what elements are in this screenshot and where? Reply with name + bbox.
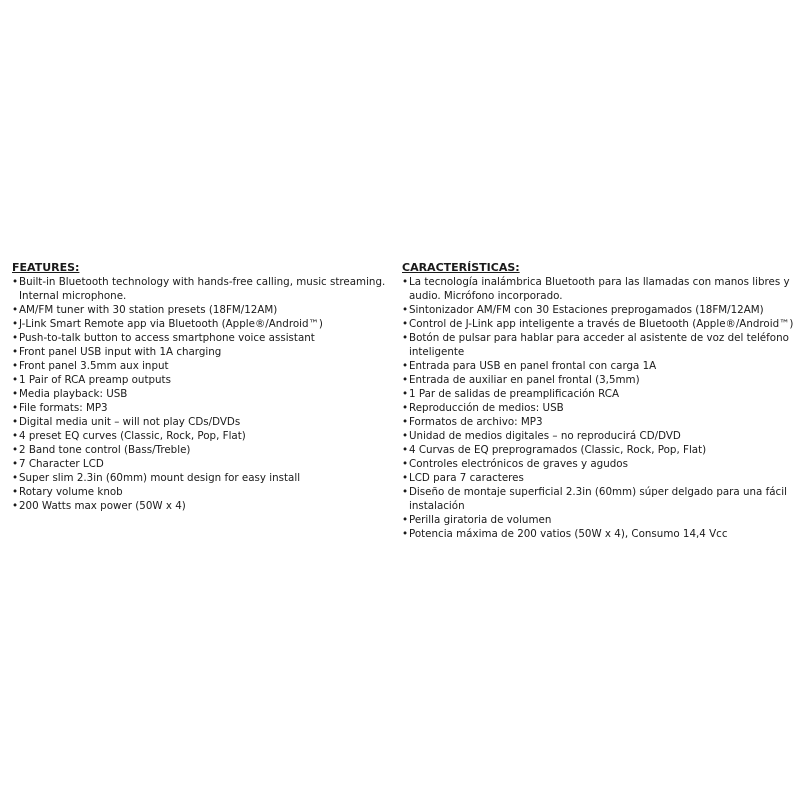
caracteristica-item: • Control de J-Link app inteligente a través de Bluetooth (Apple®/Android™)	[402, 317, 794, 331]
feature-item: • 200 Watts max power (50W x 4)	[12, 499, 390, 513]
caracteristica-item: • LCD para 7 caracteres	[402, 471, 794, 485]
caracteristica-item: • Diseño de montaje superficial 2.3in (60mm) súper delgado para una fácil instalación	[402, 485, 794, 513]
caracteristica-item: • La tecnología inalámbrica Bluetooth para las llamadas con manos libres y audio. Micrófono incorporado.	[402, 275, 794, 303]
caracteristica-item: • Controles electrónicos de graves y agudos	[402, 457, 794, 471]
caracteristica-item: • Botón de pulsar para hablar para acceder al asistente de voz del teléfono inteligente	[402, 331, 794, 359]
caracteristica-item: • Potencia máxima de 200 vatios (50W x 4), Consumo 14,4 Vcc	[402, 527, 794, 541]
feature-item: • 4 preset EQ curves (Classic, Rock, Pop, Flat)	[12, 429, 390, 443]
feature-item: • Digital media unit – will not play CDs/DVDs	[12, 415, 390, 429]
feature-item: • Rotary volume knob	[12, 485, 390, 499]
caracteristica-item: • 1 Par de salidas de preamplificación RCA	[402, 387, 794, 401]
feature-item: • Push-to-talk button to access smartphone voice assistant	[12, 331, 390, 345]
features-list	[12, 275, 390, 513]
caracteristicas-heading: CARACTERÍSTICAS:	[402, 261, 520, 274]
feature-item: • 2 Band tone control (Bass/Treble)	[12, 443, 390, 457]
feature-item: • Front panel USB input with 1A charging	[12, 345, 390, 359]
feature-item: • J-Link Smart Remote app via Bluetooth (Apple®/Android™)	[12, 317, 390, 331]
features-column-english	[12, 261, 390, 513]
feature-item: • AM/FM tuner with 30 station presets (18FM/12AM)	[12, 303, 390, 317]
caracteristica-item: • Formatos de archivo: MP3	[402, 415, 794, 429]
feature-item: • File formats: MP3	[12, 401, 390, 415]
feature-item: • Built-in Bluetooth technology with hands-free calling, music streaming. Internal microphone.	[12, 275, 390, 303]
feature-item: • Media playback: USB	[12, 387, 390, 401]
feature-item: • 7 Character LCD	[12, 457, 390, 471]
caracteristicas-list	[402, 275, 794, 541]
feature-item: • Super slim 2.3in (60mm) mount design for easy install	[12, 471, 390, 485]
caracteristica-item: • Reproducción de medios: USB	[402, 401, 794, 415]
feature-item: • Front panel 3.5mm aux input	[12, 359, 390, 373]
caracteristica-item: • 4 Curvas de EQ preprogramados (Classic, Rock, Pop, Flat)	[402, 443, 794, 457]
features-heading: FEATURES:	[12, 261, 80, 274]
caracteristica-item: • Entrada para USB en panel frontal con carga 1A	[402, 359, 794, 373]
caracteristica-item: • Unidad de medios digitales – no reproducirá CD/DVD	[402, 429, 794, 443]
features-column-spanish	[402, 261, 794, 541]
feature-item: • 1 Pair of RCA preamp outputs	[12, 373, 390, 387]
caracteristica-item: • Perilla giratoria de volumen	[402, 513, 794, 527]
caracteristica-item: • Entrada de auxiliar en panel frontal (3,5mm)	[402, 373, 794, 387]
caracteristica-item: • Sintonizador AM/FM con 30 Estaciones preprogamados (18FM/12AM)	[402, 303, 794, 317]
